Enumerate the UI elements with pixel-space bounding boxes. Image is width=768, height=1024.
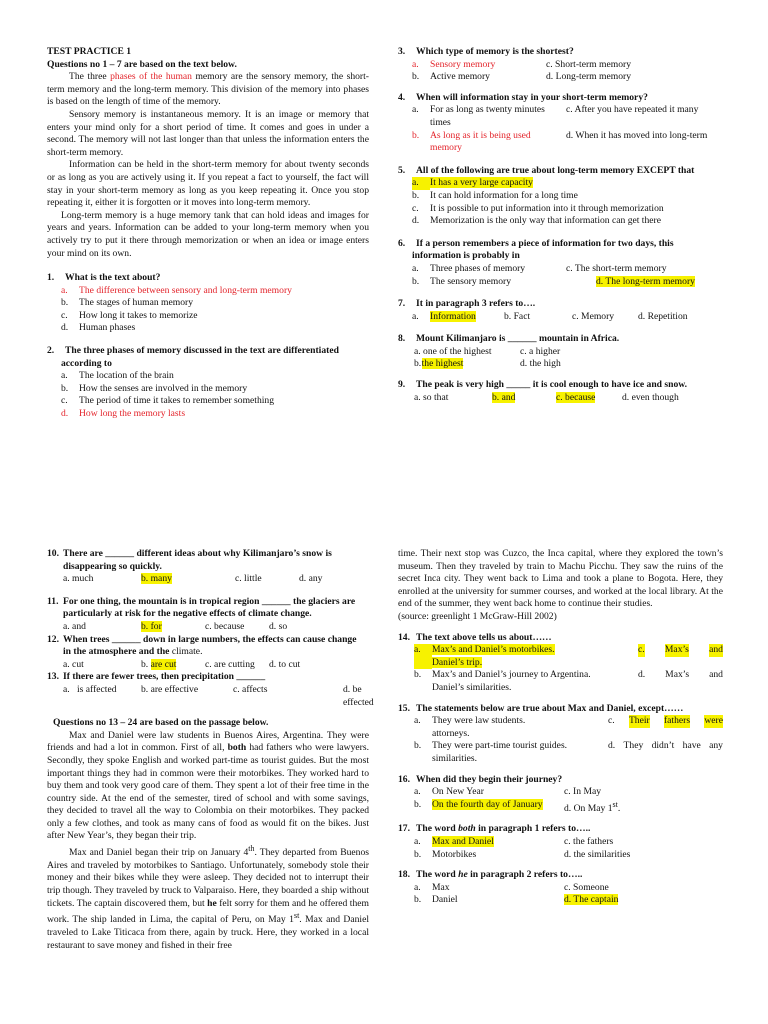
- option-q16-c[interactable]: c. In May: [564, 786, 602, 798]
- option-q11-c[interactable]: c. because: [205, 620, 245, 632]
- option-q1-c[interactable]: c. How long it takes to memorize: [61, 309, 198, 321]
- option-q3-d[interactable]: d. Long-term memory: [546, 71, 631, 83]
- option-q9-c[interactable]: c. because: [556, 391, 596, 403]
- option-q15-c[interactable]: c. Their fathers were: [608, 715, 723, 727]
- option-q8-b[interactable]: b. the highest: [414, 358, 464, 370]
- option-q2-a[interactable]: a. The location of the brain: [61, 370, 174, 382]
- option-q15-d[interactable]: d. They didn’t have any: [608, 740, 723, 752]
- question-4: 4. When will information stay in your short-term memory? a. For as long as twenty minutes times c. After you have repeated it many b. As long as it is being used memory d. When it has moved into long-term: [398, 92, 723, 155]
- passage-2-paragraph-1: Max and Daniel were law students in Buenos Aires, Argentina. They were friends and had a lot in common. First of all, both had fathers who were lawyers. Secondly, they spoke English and worked part-time as tourist guides. But the most important things they had in common were their motorbikes. They worked hard to buy them and took very good care of them. They spent a lot of their free time in the country side. At the end of the semester, tired of school and with some savings, they decided to travel all the way to Colombia on their motorbikes. They packed only a few clothes, and took as many cans of food as would fit on the bikes. Just after New Year’s, they began their trip.: [47, 729, 369, 842]
- option-q4-d[interactable]: d. When it has moved into long-term: [566, 129, 708, 141]
- option-q15-b[interactable]: b. They were part-time tourist guides. similarities.: [414, 740, 568, 764]
- option-q12-c[interactable]: c. are cutting: [205, 658, 255, 670]
- option-q8-a[interactable]: a. one of the highest: [414, 345, 492, 357]
- option-q10-b[interactable]: b. many: [141, 573, 172, 585]
- option-q13-d[interactable]: d. be effected: [343, 683, 374, 708]
- right-bottom-column: [398, 548, 723, 907]
- option-q14-b[interactable]: b. Max’s and Daniel’s journey to Argentina. Daniel’s similarities.: [414, 669, 591, 693]
- option-q10-a[interactable]: a. much: [63, 573, 94, 585]
- option-q5-b[interactable]: b. It can hold information for a long time: [412, 189, 578, 201]
- question-7: 7. It in paragraph 3 refers to…. a. Information b. Fact c. Memory d. Repetition: [398, 298, 723, 323]
- option-q9-d[interactable]: d. even though: [622, 391, 679, 403]
- passage-paragraph-2: Sensory memory is instantaneous memory. It is an image or memory that enters your mind only for a short period of time. It comes and goes in under a second. The memory will not last longer than that unless the information enters the short-term memory.: [47, 108, 369, 158]
- option-q7-c[interactable]: c. Memory: [572, 310, 615, 322]
- option-q18-d[interactable]: d. The captain: [564, 894, 619, 906]
- option-q11-d[interactable]: d. so: [269, 620, 288, 632]
- question-5: 5. All of the following are true about long-term memory EXCEPT that a. It has a very large capacity b. It can hold information for a long time c. It is possible to put information into it through memorization d. Memorization is the only way that information can get there: [398, 165, 723, 228]
- option-q16-a[interactable]: a. On New Year: [414, 786, 484, 798]
- question-9: 9. The peak is very high _____ it is cool enough to have ice and snow. a. so that b. and c. because d. even though: [398, 379, 723, 404]
- option-q7-d[interactable]: d. Repetition: [638, 310, 688, 322]
- option-q17-b[interactable]: b. Motorbikes: [414, 848, 477, 860]
- option-q4-a[interactable]: a. For as long as twenty minutes times: [412, 104, 545, 128]
- passage-2-continuation: time. Their next stop was Cuzco, the Inca capital, where they explored the town’s museum. Then they traveled by train to Machu Picchu. They saw the ruins of the secret Inca city. They went back to Lima and took a plane to Bogota. Here, they enrolled at the university for summer courses, and worked at the local library. At the end of the summer, they went back home to continue their studies.: [398, 548, 723, 610]
- option-q14-a[interactable]: a. Max’s and Daniel’s motorbikes. Daniel’s trip.: [414, 644, 555, 668]
- left-top-column: [47, 46, 369, 421]
- option-q6-b[interactable]: b. The sensory memory: [412, 275, 511, 287]
- option-q2-c[interactable]: c. The period of time it takes to remember something: [61, 395, 275, 407]
- passage-paragraph-1: The three phases of the human memory are the sensory memory, the short-term memory and the long-term memory. This division of the memory into phases is based on the length of time of the memory.: [47, 71, 369, 108]
- test-intro: Questions no 1 – 7 are based on the text below.: [47, 58, 237, 70]
- question-16: 16. When did they begin their journey? a. On New Year c. In May b. On the fourth day of January d. On May 1st.: [398, 774, 723, 816]
- option-q12-d[interactable]: d. to cut: [269, 658, 301, 670]
- passage-paragraph-4: Long-term memory is a huge memory tank that can hold ideas and images for years and years. Information can be added to your long-term memory when you actively try to put it there through memorization or when an idea or image enters your mind on its own.: [47, 209, 369, 259]
- option-q11-a[interactable]: a. and: [63, 620, 86, 632]
- option-q10-d[interactable]: d. any: [299, 573, 323, 585]
- passage-2-intro: Questions no 13 – 24 are based on the passage below.: [53, 717, 269, 729]
- right-top-column: [398, 46, 723, 404]
- option-q12-b[interactable]: b. are cut: [141, 658, 177, 670]
- highlighted-answer: It has a very large capacity: [430, 177, 533, 189]
- option-q1-a[interactable]: a. The difference between sensory and long-term memory: [61, 284, 292, 296]
- question-15: 15. The statements below are true about Max and Daniel, except…… a. They were law students. attorneys. c. Their fathers were b. They were part-time tourist guides. similarities. d. They didn’t have any: [398, 702, 723, 764]
- question-10: 10. There are ______ different ideas about why Kilimanjaro’s snow is disappearing so quickly. a. much b. many c. little d. any: [47, 548, 369, 586]
- question-17: 17. The word both in paragraph 1 refers to….. a. Max and Daniel c. the fathers b. Motorbikes d. the similarities: [398, 823, 723, 861]
- question-1: 1. What is the text about? a. The difference between sensory and long-term memory b. The stages of human memory c. How long it takes to memorize d. Human phases: [47, 272, 369, 335]
- passage-paragraph-3: Information can be held in the short-term memory for about twenty seconds or as long as you are actively using it. If you repeat a fact to yourself, the fact will stay in your short-term memory as long as you keep repeating it. Once you stop repeating it, either it is forgotten or it moves into long-term memory.: [47, 159, 369, 209]
- option-q1-d[interactable]: d. Human phases: [61, 322, 136, 334]
- option-q3-a[interactable]: a. Sensory memory: [412, 58, 496, 70]
- question-12: 12. When trees ______ down in large numbers, the effects can cause change in the atmosphere and the climate. a. cut b. are cut c. are cutting d. to cut: [47, 634, 369, 672]
- question-13: 13. If there are fewer trees, then precipitation ______ a. is affected b. are effective c. affects d. be effected: [47, 671, 374, 708]
- option-q12-a[interactable]: a. cut: [63, 658, 84, 670]
- option-q5-a[interactable]: a. It has a very large capacity: [412, 177, 533, 189]
- option-q13-b[interactable]: b. are effective: [141, 683, 199, 695]
- option-q10-c[interactable]: c. little: [235, 573, 262, 585]
- option-q3-b[interactable]: b. Active memory: [412, 71, 490, 83]
- option-q18-c[interactable]: c. Someone: [564, 881, 609, 893]
- option-q13-a[interactable]: a. is affected: [63, 683, 117, 695]
- option-q5-d[interactable]: d. Memorization is the only way that information can get there: [412, 215, 661, 227]
- option-q16-b[interactable]: b. On the fourth day of January: [414, 798, 543, 810]
- option-q6-a[interactable]: a. Three phases of memory: [412, 262, 526, 274]
- question-3: 3. Which type of memory is the shortest? a. Sensory memory c. Short-term memory b. Active memory d. Long-term memory: [398, 46, 723, 84]
- option-q2-b[interactable]: b. How the senses are involved in the memory: [61, 382, 248, 394]
- red-phrase: phases of the human: [110, 71, 192, 83]
- option-q14-d[interactable]: d. Max’s and: [638, 669, 723, 681]
- option-q17-c[interactable]: c. the fathers: [564, 836, 614, 848]
- left-bottom-column: [47, 548, 374, 952]
- passage-source: (source: greenlight 1 McGraw-Hill 2002): [398, 610, 557, 622]
- option-q13-c[interactable]: c. affects: [233, 683, 268, 695]
- test-title: TEST PRACTICE 1: [47, 46, 132, 57]
- passage-2-paragraph-2: Max and Daniel began their trip on January 4th. They departed from Buenos Aires and traveled by motorbikes to Santiago. Unfortunately, somebody stole their money and their bikes while they were asleep. They decided not to interrupt their trip though. They traveled by truck to Valparaiso. Here, they boarded a ship without tickets. The captain discovered them, but he felt sorry for them and he offered them work. The ship landed in Lima, the capital of Peru, on May 1st. Max and Daniel traveled to Lake Titicaca from there, again by truck. Here, they worked in a local restaurant to save money and fished in their free: [47, 844, 369, 951]
- question-2: 2. The three phases of memory discussed in the text are differentiated according to a. The location of the brain b. How the senses are involved in the memory c. The period of time it takes to remember something d. How long the memory lasts: [47, 345, 369, 421]
- option-q9-b[interactable]: b. and: [492, 391, 516, 403]
- option-q5-c[interactable]: c. It is possible to put information into it through memorization: [412, 202, 664, 214]
- option-q18-b[interactable]: b. Daniel: [414, 894, 458, 906]
- option-q6-d[interactable]: d. The long-term memory: [596, 275, 695, 287]
- option-q14-c[interactable]: c. Max’s and: [638, 644, 723, 656]
- question-18: 18. The word he in paragraph 2 refers to….. a. Max c. Someone b. Daniel d. The captain: [398, 869, 723, 907]
- option-q6-c[interactable]: c. The short-term memory: [566, 262, 667, 274]
- option-q18-a[interactable]: a. Max: [414, 881, 450, 893]
- option-q17-d[interactable]: d. the similarities: [564, 848, 631, 860]
- question-14: 14. The text above tells us about…… a. Max’s and Daniel’s motorbikes. Daniel’s trip. c. Max’s and b. Max’s and Daniel’s journey to Argentina. Daniel’s similarities. d. Max’s and: [398, 631, 723, 693]
- option-q3-c[interactable]: c. Short-term memory: [546, 58, 631, 70]
- option-q15-a[interactable]: a. They were law students. attorneys.: [414, 715, 526, 739]
- option-q9-a[interactable]: a. so that: [414, 391, 449, 403]
- option-q7-a[interactable]: a. Information: [412, 310, 476, 322]
- option-q4-b[interactable]: b. As long as it is being used memory: [412, 129, 531, 154]
- option-q17-a[interactable]: a. Max and Daniel: [414, 836, 494, 848]
- option-q1-b[interactable]: b. The stages of human memory: [61, 297, 194, 309]
- option-q11-b[interactable]: b. for: [141, 620, 162, 632]
- option-q8-d[interactable]: d. the high: [520, 358, 561, 370]
- option-q16-d[interactable]: d. On May 1st.: [564, 799, 621, 814]
- option-q2-d[interactable]: d. How long the memory lasts: [61, 408, 186, 420]
- option-q8-c[interactable]: c. a higher: [520, 345, 561, 357]
- option-q4-c[interactable]: c. After you have repeated it many: [566, 104, 699, 116]
- question-6: 6. If a person remembers a piece of information for two days, this information is probably in a. Three phases of memory c. The short-term memory b. The sensory memory d. The long-term memory: [398, 238, 723, 288]
- option-q7-b[interactable]: b. Fact: [504, 310, 531, 322]
- question-11: 11. For one thing, the mountain is in tropical region ______ the glaciers are particularly at risk for the negative effects of climate change. a. and b. for c. because d. so: [47, 596, 369, 634]
- question-8: 8. Mount Kilimanjaro is ______ mountain in Africa. a. one of the highest c. a higher b. the highest d. the high: [398, 333, 723, 371]
